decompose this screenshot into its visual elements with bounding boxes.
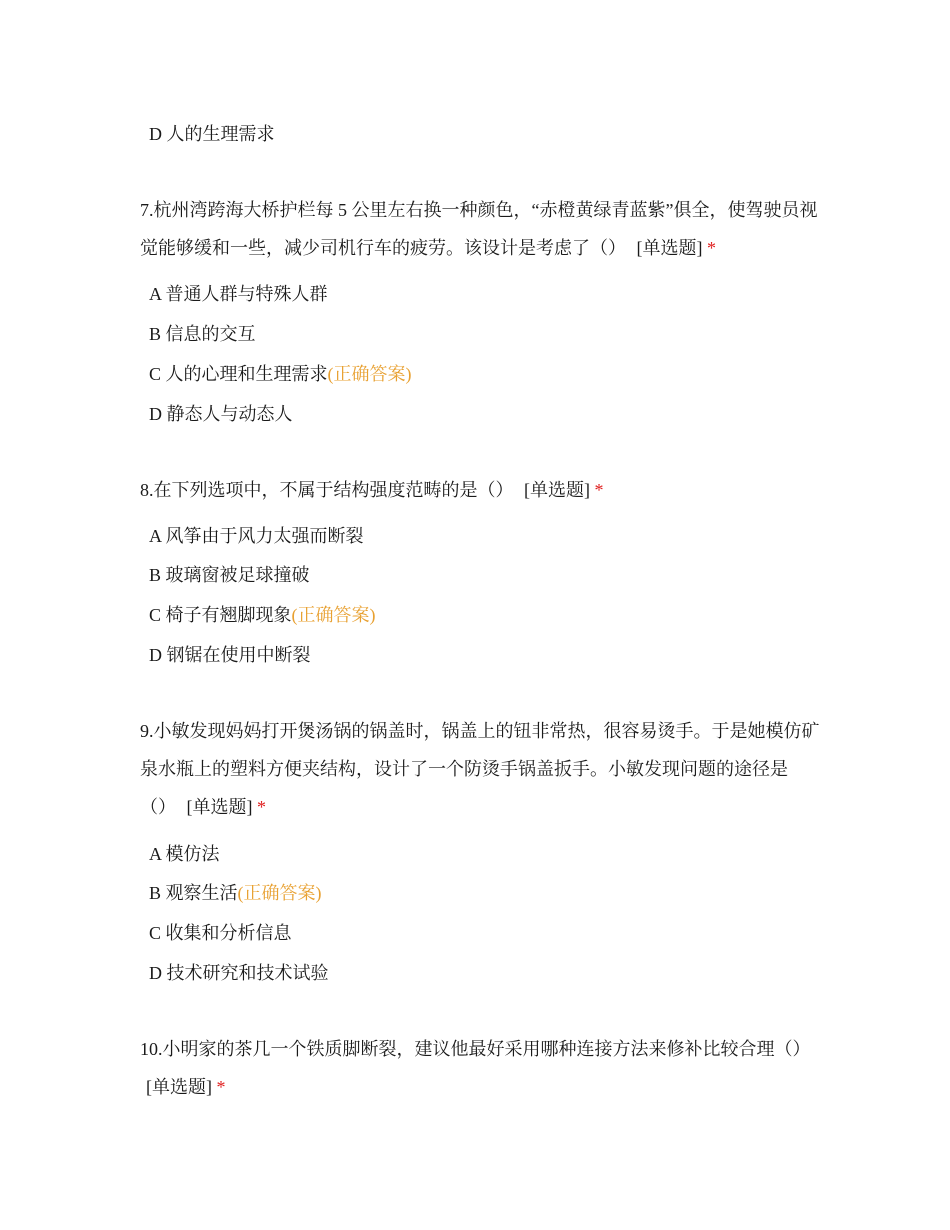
option-7-c[interactable] <box>149 362 412 386</box>
question-text: 8.在下列选项中，不属于结构强度范畴的是（） <box>140 480 514 500</box>
question-8 <box>140 471 820 509</box>
question-text: 10.小明家的茶几一个铁质脚断裂，建议他最好采用哪种连接方法来修补比较合理（） <box>140 1039 811 1059</box>
option-8-a[interactable] <box>149 524 364 548</box>
option-7-b[interactable] <box>149 322 256 346</box>
question-type-badge: [单选题] <box>636 238 703 258</box>
question-type-badge: [单选题] <box>146 1077 212 1097</box>
question-10 <box>140 1030 820 1106</box>
option-9-d[interactable] <box>149 961 329 985</box>
option-label: D 技术研究和技术试验 <box>149 963 329 983</box>
option-8-b[interactable] <box>149 563 310 587</box>
option-label: A 风筝由于风力太强而断裂 <box>149 526 364 546</box>
option-7-d[interactable] <box>149 402 293 426</box>
required-star: * <box>594 480 604 500</box>
option-label: C 椅子有翘脚现象 <box>149 605 292 625</box>
question-9 <box>140 712 820 826</box>
option-7-a[interactable] <box>149 282 328 306</box>
option-label: D 静态人与动态人 <box>149 404 293 424</box>
option-8-d[interactable] <box>149 643 311 667</box>
required-star: * <box>257 797 266 817</box>
correct-answer-tag: (正确答案) <box>237 883 322 903</box>
option-9-c[interactable] <box>149 921 292 945</box>
question-text: 9.小敏发现妈妈打开煲汤锅的锅盖时，锅盖上的钮非常热，很容易烫手。于是她模仿矿泉水瓶上的塑料方便夹结构，设计了一个防烫手锅盖扳手。小敏发现问题的途径是（） <box>140 721 820 817</box>
correct-answer-tag: (正确答案) <box>327 364 412 384</box>
option-label: C 收集和分析信息 <box>149 923 292 943</box>
prev-option-d: D 人的生理需求 <box>149 124 275 144</box>
option-label: D 钢锯在使用中断裂 <box>149 645 311 665</box>
option-label: A 普通人群与特殊人群 <box>149 284 328 304</box>
correct-answer-tag: (正确答案) <box>291 605 376 625</box>
required-star: * <box>707 238 716 258</box>
option-9-b[interactable] <box>149 881 322 905</box>
option-label: C 人的心理和生理需求 <box>149 364 328 384</box>
required-star: * <box>216 1077 226 1097</box>
option-label: B 信息的交互 <box>149 324 256 344</box>
option-9-a[interactable] <box>149 842 220 866</box>
option-8-c[interactable] <box>149 603 376 627</box>
option-label: B 玻璃窗被足球撞破 <box>149 565 310 585</box>
question-text: 7.杭州湾跨海大桥护栏每 5 公里左右换一种颜色，“赤橙黄绿青蓝紫”俱全，使驾驶员视觉能够缓和一些，减少司机行车的疲劳。该设计是考虑了（） <box>140 200 818 258</box>
option-label: A 模仿法 <box>149 844 220 864</box>
option-label: B 观察生活 <box>149 883 238 903</box>
question-7 <box>140 191 820 267</box>
question-type-badge: [单选题] <box>524 480 590 500</box>
question-type-badge: [单选题] <box>186 797 253 817</box>
